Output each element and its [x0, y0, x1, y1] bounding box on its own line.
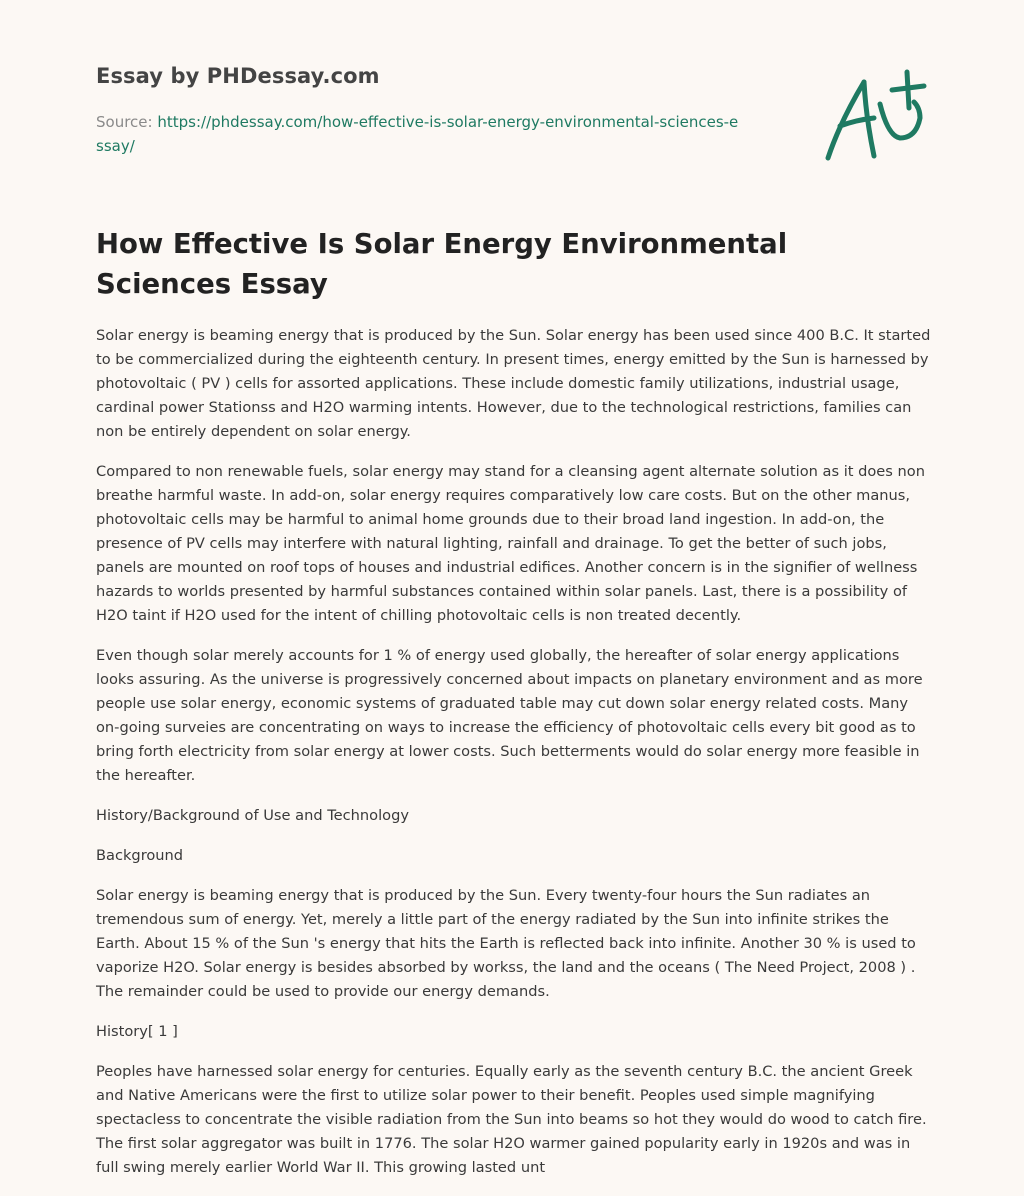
essay-paragraph: Compared to non renewable fuels, solar energy may stand for a cleansing agent alternate solution as it does non breathe harmful waste. In add-on, solar energy requires comparatively low care costs. But on the other manus, photovoltaic cells may be harmful to animal home grounds due to their broad land ingestion. In add-on, the presence of PV cells may interfere with natural lighting, rainfall and drainage. To get the better of such jobs, panels are mounted on roof tops of houses and industrial edifices. Another concern is in the signifier of wellness hazards to worlds presented by harmful substances contained within solar panels. Last, there is a possibility of H2O taint if H2O used for the intent of chilling photovoltaic cells is non treated decently.: [96, 463, 925, 624]
site-brand: Essay by PHDessay.com: [96, 64, 380, 88]
section-heading: History/Background of Use and Technology: [96, 807, 409, 824]
essay-paragraph: Even though solar merely accounts for 1 % of energy used globally, the hereafter of solar energy applications looks assuring. As the universe is progressively concerned about impacts on planetary environment and as more people use solar energy, economic systems of graduated table may cut down solar energy related costs. Many on-going surveies are concentrating on ways to increase the efficiency of photovoltaic cells every bit good as to bring forth electricity from solar energy at lower costs. Such betterments would do solar energy more feasible in the hereafter.: [96, 647, 923, 784]
a-plus-grade-icon: [816, 66, 932, 170]
essay-body: [96, 324, 932, 1196]
essay-paragraph: Peoples have harnessed solar energy for centuries. Equally early as the seventh century B.C. the ancient Greek and Native Americans were the first to utilize solar power to their benefit. Peoples used simple magnifying spectacless to concentrate the visible radiation from the Sun into beams so hot they would do wood to catch fire. The first solar aggregator was built in 1776. The solar H2O warmer gained popularity early in 1920s and was in full swing merely earlier World War II. This growing lasted unt: [96, 1063, 927, 1176]
section-heading: Background: [96, 847, 184, 864]
section-heading: History[ 1 ]: [96, 1023, 178, 1040]
source-line: [96, 110, 746, 158]
essay-paragraph: Solar energy is beaming energy that is produced by the Sun. Solar energy has been used since 400 B.C. It started to be commercialized during the eighteenth century. In present times, energy emitted by the Sun is harnessed by photovoltaic ( PV ) cells for assorted applications. These include domestic family utilizations, industrial usage, cardinal power Stationss and H2O warming intents. However, due to the technological restrictions, families can non be entirely dependent on solar energy.: [96, 327, 931, 440]
essay-paragraph: Solar energy is beaming energy that is produced by the Sun. Every twenty-four hours the Sun radiates an tremendous sum of energy. Yet, merely a little part of the energy radiated by the Sun into infinite strikes the Earth. About 15 % of the Sun 's energy that hits the Earth is reflected back into infinite. Another 30 % is used to vaporize H2O. Solar energy is besides absorbed by workss, the land and the oceans ( The Need Project, 2008 ) . The remainder could be used to provide our energy demands.: [96, 887, 916, 1000]
source-link[interactable]: https://phdessay.com/how-effective-is-solar-energy-environmental-sciences-essay/: [96, 113, 739, 155]
essay-title: How Effective Is Solar Energy Environmental Sciences Essay: [96, 228, 788, 300]
source-label: Source:: [96, 113, 153, 131]
